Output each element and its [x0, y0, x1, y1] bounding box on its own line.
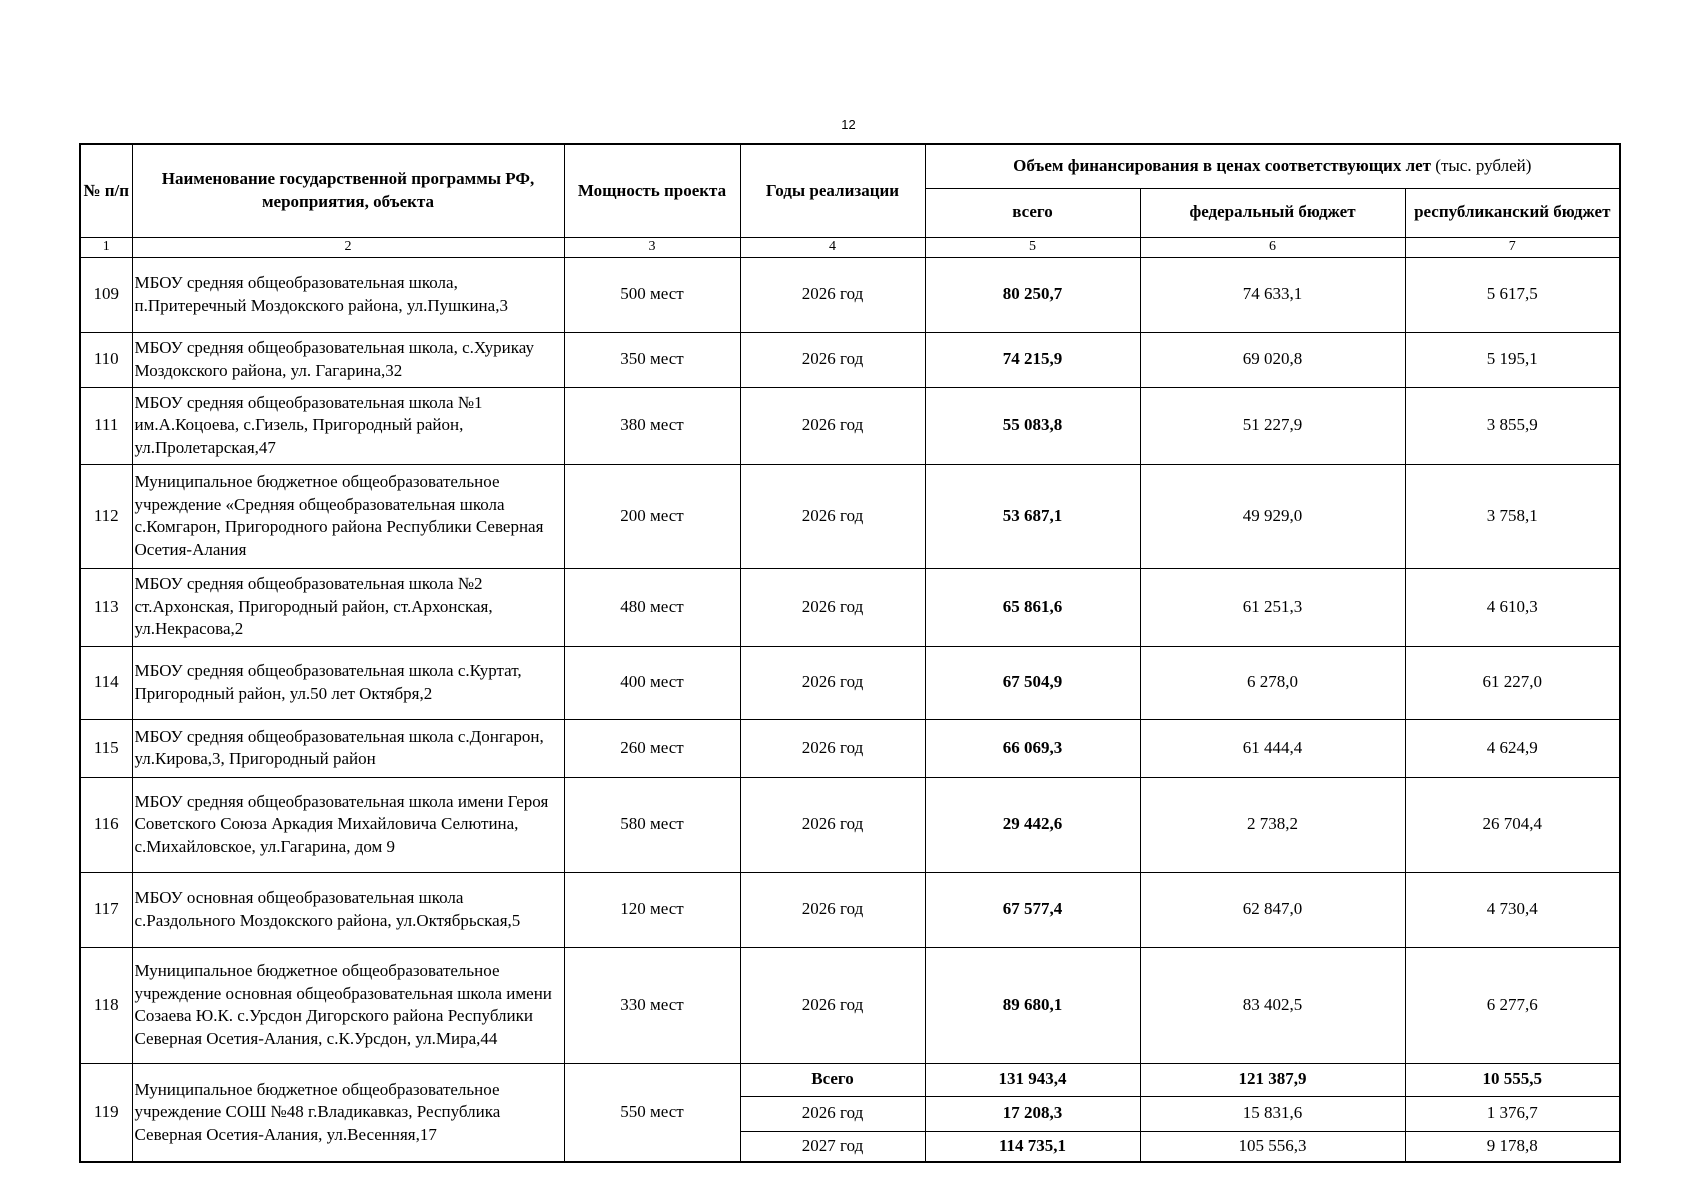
table-row — [80, 387, 1620, 464]
row-republic: 4 730,4 — [1405, 872, 1620, 947]
row-republic: 26 704,4 — [1405, 777, 1620, 872]
row-federal: 74 633,1 — [1140, 257, 1405, 332]
row-years: 2026 год — [740, 947, 925, 1063]
row-no: 117 — [80, 872, 132, 947]
row-federal: 121 387,9 — [1140, 1063, 1405, 1096]
row-total: 66 069,3 — [925, 719, 1140, 777]
row-total: 29 442,6 — [925, 777, 1140, 872]
row-federal: 15 831,6 — [1140, 1096, 1405, 1131]
row-total: 131 943,4 — [925, 1063, 1140, 1096]
row-capacity: 400 мест — [564, 646, 740, 719]
row-federal: 83 402,5 — [1140, 947, 1405, 1063]
col-number: 7 — [1405, 237, 1620, 257]
row-name: МБОУ средняя общеобразовательная школа, п.Притеречный Моздокского района, ул.Пушкина,3 — [132, 257, 564, 332]
header-financing-title: Объем финансирования в ценах соответствующих лет — [1013, 156, 1432, 175]
table-row — [80, 1063, 1620, 1096]
row-name: МБОУ средняя общеобразовательная школа, с.Хурикау Моздокского района, ул. Гагарина,32 — [132, 332, 564, 387]
row-no: 111 — [80, 387, 132, 464]
table-row — [80, 646, 1620, 719]
row-years: 2026 год — [740, 332, 925, 387]
row-capacity: 550 мест — [564, 1063, 740, 1162]
row-total: 67 504,9 — [925, 646, 1140, 719]
row-name: Муниципальное бюджетное общеобразовательное учреждение «Средняя общеобразовательная школа с.Комгарон, Пригородного района Республики Северная Осетия-Алания — [132, 464, 564, 568]
row-no: 118 — [80, 947, 132, 1063]
row-years: 2026 год — [740, 387, 925, 464]
row-total: 53 687,1 — [925, 464, 1140, 568]
row-name: Муниципальное бюджетное общеобразовательное учреждение основная общеобразовательная школа имени Созаева Ю.К. с.Урсдон Дигорского района Республики Северная Осетия-Алания, с.К.Урсдон, ул.Мира,44 — [132, 947, 564, 1063]
row-total: 80 250,7 — [925, 257, 1140, 332]
column-number-row — [80, 237, 1620, 257]
row-years: 2027 год — [740, 1131, 925, 1162]
row-capacity: 350 мест — [564, 332, 740, 387]
row-federal: 2 738,2 — [1140, 777, 1405, 872]
row-name: МБОУ основная общеобразовательная школа с.Раздольного Моздокского района, ул.Октябрьская,5 — [132, 872, 564, 947]
row-name: МБОУ средняя общеобразовательная школа имени Героя Советского Союза Аркадия Михайловича Селютина, с.Михайловское, ул.Гагарина, дом 9 — [132, 777, 564, 872]
header-no: № п/п — [80, 144, 132, 237]
col-number: 1 — [80, 237, 132, 257]
row-capacity: 260 мест — [564, 719, 740, 777]
header-federal: федеральный бюджет — [1140, 188, 1405, 237]
row-total: 65 861,6 — [925, 568, 1140, 646]
row-federal: 69 020,8 — [1140, 332, 1405, 387]
row-years: 2026 год — [740, 257, 925, 332]
row-republic: 4 624,9 — [1405, 719, 1620, 777]
row-name: Муниципальное бюджетное общеобразовательное учреждение СОШ №48 г.Владикавказ, Республика Северная Осетия-Алания, ул.Весенняя,17 — [132, 1063, 564, 1162]
header-financing — [925, 144, 1620, 188]
row-republic: 5 195,1 — [1405, 332, 1620, 387]
row-capacity: 330 мест — [564, 947, 740, 1063]
table-row — [80, 332, 1620, 387]
row-republic: 9 178,8 — [1405, 1131, 1620, 1162]
row-republic: 61 227,0 — [1405, 646, 1620, 719]
row-years: 2026 год — [740, 777, 925, 872]
row-republic: 6 277,6 — [1405, 947, 1620, 1063]
header-republic: республиканский бюджет — [1405, 188, 1620, 237]
table-row — [80, 719, 1620, 777]
header-years: Годы реализации — [740, 144, 925, 237]
header-capacity: Мощность проекта — [564, 144, 740, 237]
row-capacity: 480 мест — [564, 568, 740, 646]
row-no: 114 — [80, 646, 132, 719]
row-total: 114 735,1 — [925, 1131, 1140, 1162]
header-total: всего — [925, 188, 1140, 237]
row-republic: 3 855,9 — [1405, 387, 1620, 464]
row-no: 109 — [80, 257, 132, 332]
row-republic: 4 610,3 — [1405, 568, 1620, 646]
row-years: 2026 год — [740, 719, 925, 777]
row-name: МБОУ средняя общеобразовательная школа №2 ст.Архонская, Пригородный район, ст.Архонская, ул.Некрасова,2 — [132, 568, 564, 646]
row-federal: 6 278,0 — [1140, 646, 1405, 719]
row-no: 119 — [80, 1063, 132, 1162]
row-years-total-label: Всего — [740, 1063, 925, 1096]
row-name: МБОУ средняя общеобразовательная школа с.Донгарон, ул.Кирова,3, Пригородный район — [132, 719, 564, 777]
row-total: 74 215,9 — [925, 332, 1140, 387]
row-federal: 105 556,3 — [1140, 1131, 1405, 1162]
row-total: 17 208,3 — [925, 1096, 1140, 1131]
row-federal: 49 929,0 — [1140, 464, 1405, 568]
header-financing-unit: (тыс. рублей) — [1435, 156, 1532, 175]
col-number: 2 — [132, 237, 564, 257]
row-total: 55 083,8 — [925, 387, 1140, 464]
financing-table — [79, 143, 1621, 1163]
row-federal: 51 227,9 — [1140, 387, 1405, 464]
row-republic: 1 376,7 — [1405, 1096, 1620, 1131]
row-republic: 3 758,1 — [1405, 464, 1620, 568]
table-row — [80, 257, 1620, 332]
row-no: 116 — [80, 777, 132, 872]
col-number: 3 — [564, 237, 740, 257]
row-federal: 62 847,0 — [1140, 872, 1405, 947]
row-capacity: 200 мест — [564, 464, 740, 568]
row-federal: 61 251,3 — [1140, 568, 1405, 646]
row-years: 2026 год — [740, 646, 925, 719]
row-republic: 5 617,5 — [1405, 257, 1620, 332]
table-row — [80, 947, 1620, 1063]
page-number: 12 — [841, 117, 856, 132]
row-years: 2026 год — [740, 568, 925, 646]
row-republic: 10 555,5 — [1405, 1063, 1620, 1096]
col-number: 4 — [740, 237, 925, 257]
row-capacity: 580 мест — [564, 777, 740, 872]
col-number: 5 — [925, 237, 1140, 257]
col-number: 6 — [1140, 237, 1405, 257]
row-capacity: 380 мест — [564, 387, 740, 464]
row-no: 115 — [80, 719, 132, 777]
row-name: МБОУ средняя общеобразовательная школа с.Куртат, Пригородный район, ул.50 лет Октября,2 — [132, 646, 564, 719]
row-total: 67 577,4 — [925, 872, 1140, 947]
table-row — [80, 777, 1620, 872]
table-row — [80, 464, 1620, 568]
row-no: 112 — [80, 464, 132, 568]
row-total: 89 680,1 — [925, 947, 1140, 1063]
header-name: Наименование государственной программы РФ, мероприятия, объекта — [132, 144, 564, 237]
row-no: 113 — [80, 568, 132, 646]
row-no: 110 — [80, 332, 132, 387]
table-row — [80, 872, 1620, 947]
table-row — [80, 568, 1620, 646]
row-years: 2026 год — [740, 1096, 925, 1131]
row-capacity: 120 мест — [564, 872, 740, 947]
row-years: 2026 год — [740, 464, 925, 568]
row-name: МБОУ средняя общеобразовательная школа №1 им.А.Коцоева, с.Гизель, Пригородный район, ул.Пролетарская,47 — [132, 387, 564, 464]
row-capacity: 500 мест — [564, 257, 740, 332]
row-years: 2026 год — [740, 872, 925, 947]
row-federal: 61 444,4 — [1140, 719, 1405, 777]
